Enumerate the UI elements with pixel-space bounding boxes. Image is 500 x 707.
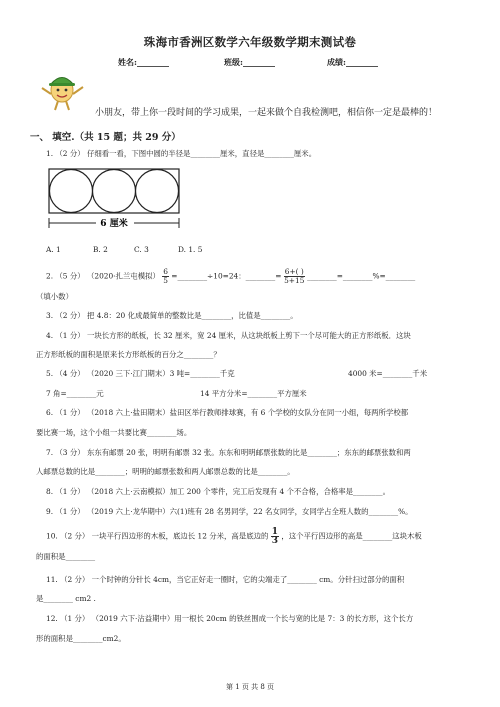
q2-suffix: ________=________%=________ (307, 271, 416, 281)
q1-option-b: B. 2 (93, 245, 108, 254)
q5-item-4: 14 平方分米=________平方厘米 (200, 389, 307, 398)
question-1: 1. （2 分） 仔细看一看，下图中圆的半径是________厘米，直径是________厘米。 (46, 149, 317, 158)
q7-line-2: 人邮票总数的比是________；明明的邮票张数和两人邮票总数的比是________。 (36, 467, 295, 476)
question-7: 7. （3 分） 东东有邮票 20 张，明明有邮票 32 张。东东和明明邮票张数的比是________；东东的邮票张数和两 (46, 448, 411, 457)
q5-item-2: 4000 米=________千米 (348, 369, 428, 378)
q2-middle: =________÷10=24：________= (171, 271, 282, 281)
greeting-text: 小朋友，带上你一段时间的学习成果，一起来做个自我检测吧，相信你一定是最棒的！ (95, 108, 438, 118)
class-field: 班级:________ (224, 57, 275, 67)
question-8: 8. （1 分） （2018 六上·云南模拟）加工 200 个零件，完工后发现有 4 个不合格，合格率是________。 (46, 487, 390, 496)
q6-line-2: 要比赛一场，这个小组一共要比赛________场。 (36, 428, 192, 437)
question-11: 11. （2 分） 一个时钟的分针长 4cm，当它正好走一圈时，它的尖端走了________ cm。分针扫过部分的面积 (46, 575, 405, 584)
q10-suffix: ，这个平行四边形的高是________这块木板 (281, 531, 422, 541)
page-footer: 第 1 页 共 8 页 (225, 683, 275, 691)
q12-line-2: 形的面积是________cm2。 (36, 634, 126, 643)
figure-label: 6 厘米 (100, 219, 128, 229)
question-10 (46, 528, 422, 545)
mascot-icon (34, 66, 90, 112)
q10-fraction: $\frac{1}{3}$ (271, 527, 278, 546)
q1-option-c: C. 3 (134, 245, 149, 254)
question-6: 6. （1 分） （2018 六上·盐田期末）盐田区举行教师排球赛，有 6 个学校的女队分在同一小组，每两所学校都 (46, 408, 409, 417)
section-heading: 一、 填空.（共 15 题；共 29 分） (30, 132, 181, 143)
q1-option-d: D. 1. 5 (178, 245, 203, 254)
question-9: 9. （1 分） （2019 六上·龙华期中）六(1)班有 28 名男同学，22 名女同学，女同学占全班人数的________%。 (46, 507, 413, 516)
question-3: 3. （2 分） 把 4.8：20 化成最简单的整数比是________，比值是________。 (46, 311, 298, 320)
question-2 (46, 268, 415, 285)
q1-option-a: A. 1 (46, 245, 61, 254)
q11-line-2: 是________ cm2 . (36, 594, 96, 603)
name-field: 姓名:________ (118, 57, 169, 67)
q4-line-2: 正方形纸板的面积是原来长方形纸板的百分之________？ (36, 350, 221, 359)
question-5: 5. （4 分） （2020 三下·江门期末）3 吨=________千克 (46, 369, 235, 378)
question-12: 12. （1 分） （2019 六下·沾益期中）用一根长 20cm 的铁丝围成一个长与宽的比是 7：3 的长方形，这个长方 (46, 614, 414, 623)
q10-line-2: 的面积是________ (36, 552, 96, 561)
page-title: 珠海市香洲区数学六年级数学期末测试卷 (143, 35, 357, 49)
q2-line-2: （填小数） (36, 292, 73, 301)
q2-fraction-2: $\frac{6+( )}{5+15}$ (284, 267, 305, 285)
question-4: 4. （1 分） 一块长方形的纸板，长 32 厘米，宽 24 厘米，从这块纸板上剪下一个尽可能大的正方形纸板．这块 (46, 331, 411, 340)
score-field: 成绩:________ (327, 57, 378, 67)
q10-prefix: 10. （2 分） 一块平行四边形的木板，底边长 12 分米，高是底边的 (46, 531, 269, 541)
circles-figure (48, 168, 186, 234)
q2-prefix: 2. （5 分） （2020·扎兰屯模拟） (46, 271, 160, 281)
q2-fraction-1: $\frac{6}{5}$ (163, 267, 168, 285)
q5-item-3: 7 角=________元 (46, 389, 104, 398)
